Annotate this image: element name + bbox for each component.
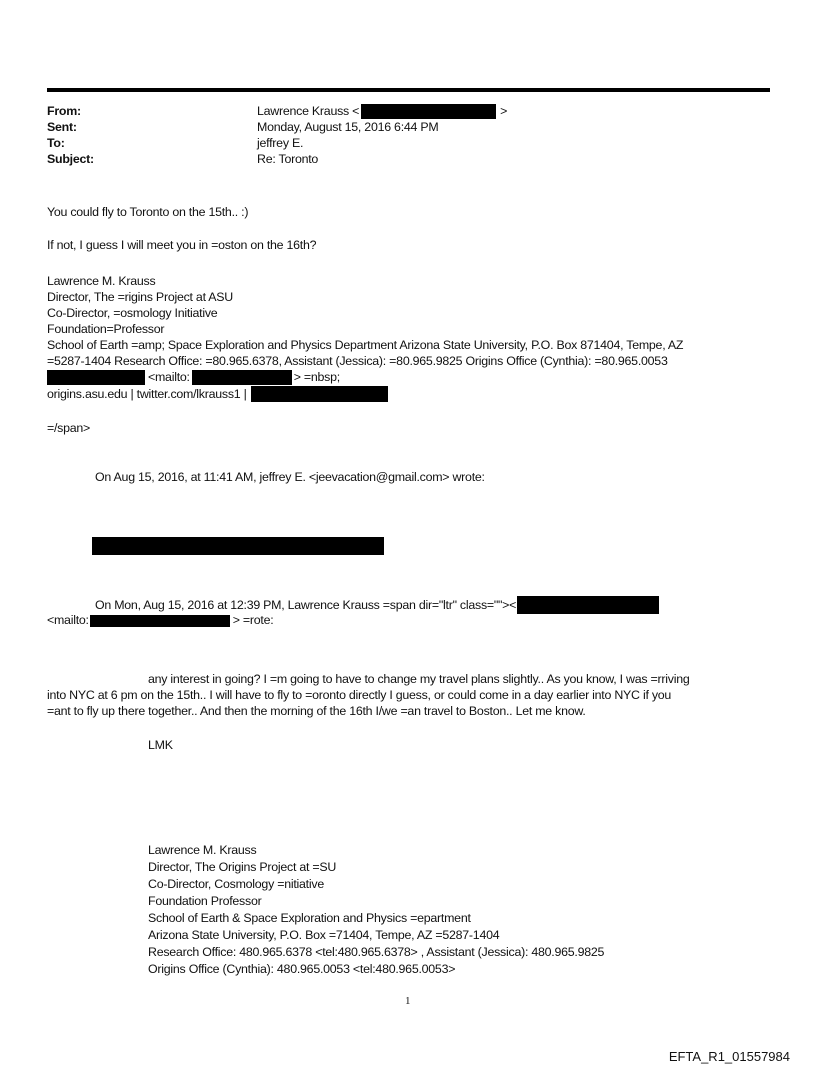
quoted-message-line: =ant to fly up there together.. And then the morning of the 16th I/we =an travel to Boston.. Let me know. <box>47 704 586 718</box>
redaction <box>47 370 145 385</box>
body-line: You could fly to Toronto on the 15th.. :) <box>47 205 249 219</box>
quoted-signature-line: Origins Office (Cynthia): 480.965.0053 <tel:480.965.0053> <box>148 962 456 976</box>
quoted-mailto-line <box>47 613 273 628</box>
body-line: If not, I guess I will meet you in =oston on the 16th? <box>47 238 317 252</box>
quoted-signature-line: Arizona State University, P.O. Box =71404, Tempe, AZ =5287-1404 <box>148 928 500 942</box>
signature-links: origins.asu.edu | twitter.com/lkrauss1 | <box>47 386 247 401</box>
quoted-header-krauss: On Mon, Aug 15, 2016 at 12:39 PM, Lawrence Krauss =span dir="ltr" class="">< <box>95 597 517 612</box>
quoted-header-krauss-line <box>95 596 659 614</box>
to-label: To: <box>47 136 65 150</box>
signature-line: Foundation=Professor <box>47 322 165 336</box>
signature-line: School of Earth =amp; Space Exploration and Physics Department Arizona State University, P.O. Box 871404, Tempe, AZ <box>47 338 684 352</box>
signature-mailto-line <box>47 370 340 385</box>
page-number: 1 <box>405 995 411 1007</box>
redaction <box>517 596 659 614</box>
redaction <box>251 386 388 402</box>
signature-mailto: <mailto: <box>148 370 190 384</box>
redaction <box>90 615 230 627</box>
quoted-signature-line: Research Office: 480.965.6378 <tel:480.965.6378> , Assistant (Jessica): 480.965.9825 <box>148 945 605 959</box>
redaction <box>361 104 496 119</box>
quoted-header-jeffrey: On Aug 15, 2016, at 11:41 AM, jeffrey E. <jeevacation@gmail.com> wrote: <box>95 470 485 484</box>
quoted-signature-line: Lawrence M. Krauss <box>148 843 257 857</box>
from-value: Lawrence Krauss < <box>257 104 360 118</box>
quoted-signature-line: Foundation Professor <box>148 894 262 908</box>
to-value: jeffrey E. <box>257 136 304 150</box>
subject-value: Re: Toronto <box>257 152 319 166</box>
header-rule <box>47 88 770 92</box>
sent-value: Monday, August 15, 2016 6:44 PM <box>257 120 439 134</box>
sent-label: Sent: <box>47 120 77 134</box>
document-id: EFTA_R1_01557984 <box>668 1049 790 1064</box>
quoted-message-line: into NYC at 6 pm on the 15th.. I will have to fly to =oronto directly I guess, or could come in a day earlier into NYC if you <box>47 688 672 702</box>
from-label: From: <box>47 104 81 118</box>
quoted-mailto: <mailto: <box>47 613 89 627</box>
signature-line: Co-Director, =osmology Initiative <box>47 306 218 320</box>
span-close: =/span> <box>47 421 91 435</box>
subject-label: Subject: <box>47 152 94 166</box>
quoted-signature-line: School of Earth & Space Exploration and Physics =epartment <box>148 911 471 925</box>
quoted-wrote: > =rote: <box>232 613 274 627</box>
quoted-signature-line: Director, The Origins Project at =SU <box>148 860 337 874</box>
redaction <box>192 370 292 385</box>
quoted-signature-line: Co-Director, Cosmology =nitiative <box>148 877 324 891</box>
signature-links-line <box>47 386 388 402</box>
quoted-message-line: any interest in going? I =m going to have to change my travel plans slightly.. As you know, I was =rriving <box>148 672 690 686</box>
redaction <box>92 537 384 555</box>
signature-line: Lawrence M. Krauss <box>47 274 156 288</box>
from-line <box>257 104 507 119</box>
quoted-lmk: LMK <box>148 738 173 752</box>
from-value-end: > <box>500 104 508 118</box>
signature-nbsp: > =nbsp; <box>293 370 340 384</box>
signature-line: =5287-1404 Research Office: =80.965.6378, Assistant (Jessica): =80.965.9825 Origins Office (Cynthia): =80.965.0053 <box>47 354 668 368</box>
signature-line: Director, The =rigins Project at ASU <box>47 290 234 304</box>
